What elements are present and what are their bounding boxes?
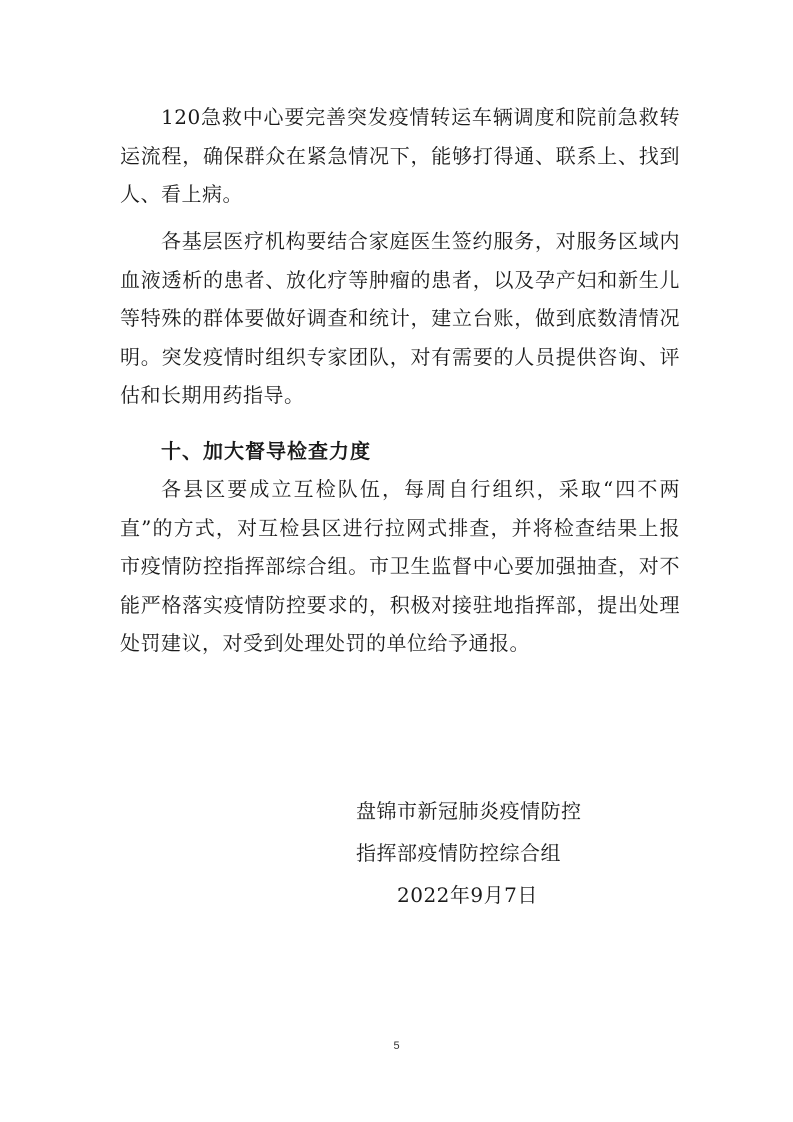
paragraph-emergency-center: 120急救中心要完善突发疫情转运车辆调度和院前急救转运流程，确保群众在紧急情况下，能够打得通、联系上、找到人、看上病。 <box>120 105 680 206</box>
page-number: 5 <box>393 1040 400 1052</box>
paragraph-inspection: 各县区要成立互检队伍，每周自行组织，采取“四不两直”的方式，对互检县区进行拉网式排查，并将检查结果上报市疫情防控指挥部综合组。市卫生监督中心要加强抽查，对不能严格落实疫情防控要求的，积极对接驻地指挥部，提出处理处罚建议，对受到处理处罚的单位给予通报。 <box>120 477 680 655</box>
signature-line-2: 指挥部疫情防控综合组 <box>356 841 561 865</box>
signature-line-1: 盘锦市新冠肺炎疫情防控 <box>356 799 582 823</box>
paragraph-primary-care: 各基层医疗机构要结合家庭医生签约服务，对服务区域内血液透析的患者、放化疗等肿瘤的患者，以及孕产妇和新生儿等特殊的群体要做好调查和统计，建立台账，做到底数清情况明。突发疫情时组织专家团队，对有需要的人员提供咨询、评估和长期用药指导。 <box>120 229 680 407</box>
signature-date: 2022年9月7日 <box>397 883 538 907</box>
section-heading: 十、加大督导检查力度 <box>161 439 371 463</box>
